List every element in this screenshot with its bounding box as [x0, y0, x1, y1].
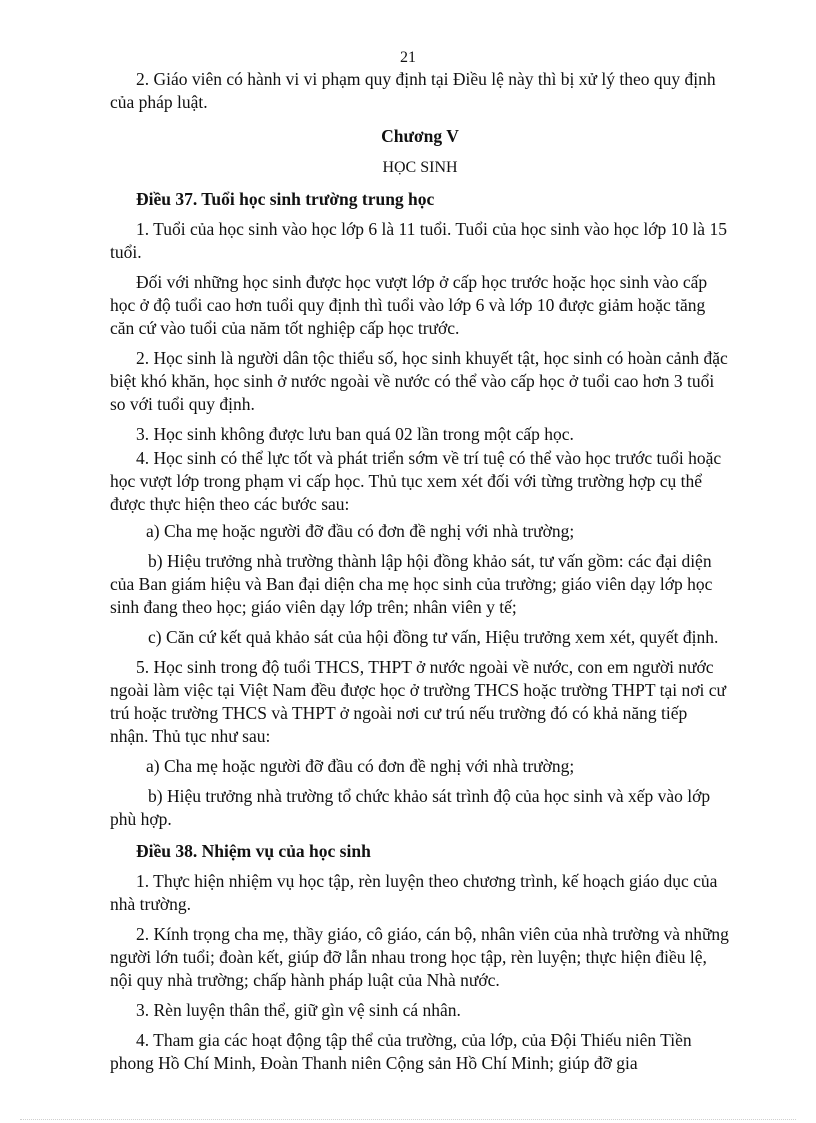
paragraph: 1. Thực hiện nhiệm vụ học tập, rèn luyện theo chương trình, kế hoạch giáo dục của nhà trường. [110, 871, 718, 914]
paragraph: 4. Tham gia các hoạt động tập thể của trường, của lớp, của Đội Thiếu niên Tiền phong Hồ Chí Minh, Đoàn Thanh niên Cộng sản Hồ Chí Minh; giúp đỡ gia [110, 1030, 692, 1073]
document-body [110, 68, 730, 1075]
chapter-heading: Chương V [381, 126, 459, 146]
page-bottom-border [20, 1118, 796, 1120]
paragraph: 4. Học sinh có thể lực tốt và phát triển sớm về trí tuệ có thể vào học trước tuổi hoặc học vượt lớp trong phạm vi cấp học. Thủ tục xem xét đối với từng trường hợp cụ thể được thực hiện theo các bước sau: [110, 448, 722, 514]
paragraph: 3. Học sinh không được lưu ban quá 02 lần trong một cấp học. [136, 424, 574, 444]
paragraph: a) Cha mẹ hoặc người đỡ đầu có đơn đề nghị với nhà trường; [146, 756, 575, 776]
paragraph: Đối với những học sinh được học vượt lớp ở cấp học trước hoặc học sinh vào cấp học ở độ tuổi cao hơn tuổi quy định thì tuổi vào lớp 6 và lớp 10 được giảm hoặc tăng căn cứ vào tuổi của năm tốt nghiệp cấp học trước. [110, 272, 708, 338]
paragraph: c) Căn cứ kết quả khảo sát của hội đồng tư vấn, Hiệu trưởng xem xét, quyết định. [148, 627, 719, 647]
article-heading-37: Điều 37. Tuổi học sinh trường trung học [136, 189, 435, 209]
section-heading: HỌC SINH [382, 159, 458, 176]
paragraph: b) Hiệu trưởng nhà trường tổ chức khảo sát trình độ của học sinh và xếp vào lớp phù hợp. [110, 786, 711, 829]
paragraph: 1. Tuổi của học sinh vào học lớp 6 là 11 tuổi. Tuổi của học sinh vào học lớp 10 là 15 tuổi. [110, 219, 727, 262]
paragraph: 2. Học sinh là người dân tộc thiểu số, học sinh khuyết tật, học sinh có hoàn cảnh đặc biệt khó khăn, học sinh ở nước ngoài về nước có thể vào cấp học ở tuổi cao hơn 3 tuổi so với tuổi quy định. [110, 348, 728, 414]
article-heading-38: Điều 38. Nhiệm vụ của học sinh [136, 841, 371, 861]
paragraph: 3. Rèn luyện thân thể, giữ gìn vệ sinh cá nhân. [136, 1000, 461, 1020]
paragraph: 2. Giáo viên có hành vi vi phạm quy định tại Điều lệ này thì bị xử lý theo quy định của pháp luật. [110, 69, 716, 112]
paragraph: b) Hiệu trưởng nhà trường thành lập hội đồng khảo sát, tư vấn gồm: các đại diện của Ban giám hiệu và Ban đại diện cha mẹ học sinh của trường; giáo viên dạy lớp học sinh đang theo học; giáo viên dạy lớp trên; nhân viên y tế; [110, 551, 713, 617]
paragraph: a) Cha mẹ hoặc người đỡ đầu có đơn đề nghị với nhà trường; [146, 521, 575, 541]
page-number: 21 [400, 49, 416, 66]
paragraph: 2. Kính trọng cha mẹ, thầy giáo, cô giáo, cán bộ, nhân viên của nhà trường và những người lớn tuổi; đoàn kết, giúp đỡ lẫn nhau trong học tập, rèn luyện; thực hiện điều lệ, nội quy nhà trường; chấp hành pháp luật của Nhà nước. [110, 924, 729, 990]
paragraph: 5. Học sinh trong độ tuổi THCS, THPT ở nước ngoài về nước, con em người nước ngoài làm việc tại Việt Nam đều được học ở trường THCS hoặc trường THPT tại nơi cư trú hoặc trường THCS và THPT ở ngoài nơi cư trú nếu trường đó có khả năng tiếp nhận. Thủ tục như sau: [110, 657, 726, 746]
